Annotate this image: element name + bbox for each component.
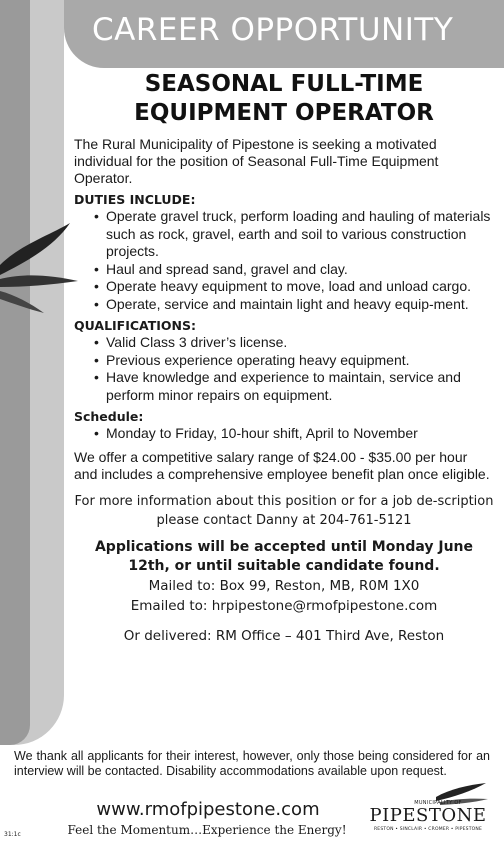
job-title-line-2: EQUIPMENT OPERATOR [134,100,434,126]
list-item: • Previous experience operating heavy equipment. [94,352,494,370]
logo-name: PIPESTONE [369,805,487,826]
logo-subtext: RESTON • SINCLAIR • CROMER • PIPESTONE [373,827,483,832]
main-content [74,70,494,646]
list-item: • Operate heavy equipment to move, load and unload cargo. [94,278,494,296]
office-address: Or delivered: RM Office – 401 Third Ave, Reston [123,627,445,644]
logo-pre-text: MUNICIPALITY OF [414,800,462,806]
duties-heading: DUTIES INCLUDE: [74,192,196,207]
mailing-address: Mailed to: Box 99, Reston, MB, R0M 1X0 [148,577,420,594]
website-link[interactable]: www.rmofpipestone.com [96,799,320,820]
list-item: • Have knowledge and experience to maintain, service and perform minor repairs on equipment. [94,369,494,404]
pipestone-logo [360,781,496,841]
list-item: • Monday to Friday, 10-hour shift, April to November [94,425,494,443]
more-info-text: For more information about this position or for a job de-scription please contact Danny at 204-761-5121 [74,493,494,528]
swoosh-graphic [0,215,80,315]
duties-list [94,208,494,313]
thank-you-note: We thank all applicants for their interest, however, only those being considered for an interview will be contacted. Disability accommodations available upon request. [14,749,490,778]
list-item: • Operate gravel truck, perform loading and hauling of materials such as rock, gravel, earth and soil to various construction projects. [94,208,494,261]
salary-offer: We offer a competitive salary range of $24.00 - $35.00 per hour and includes a comprehensive employee benefit plan once eligible. [74,448,490,482]
intro-paragraph: The Rural Municipality of Pipestone is seeking a motivated individual for the position of Seasonal Full-Time Equipment Operator. [74,136,439,186]
tagline: Feel the Momentum…Experience the Energy! [67,823,347,837]
list-item: • Operate, service and maintain light and heavy equip-ment. [94,296,494,314]
job-title [74,70,494,128]
schedule-list [94,425,494,443]
list-item: • Haul and spread sand, gravel and clay. [94,261,494,279]
job-title-line-1: SEASONAL FULL-TIME [144,71,424,97]
schedule-heading: Schedule: [74,409,144,424]
list-item: • Valid Class 3 driver’s license. [94,334,494,352]
side-band-dark-decoration [0,0,30,745]
qualifications-list [94,334,494,404]
ad-code: 31:1c [4,831,21,838]
header-title: CAREER OPPORTUNITY [92,12,454,48]
application-deadline: Applications will be accepted until Monday June 12th, or until suitable candidate found. [94,538,474,574]
email-address[interactable]: Emailed to: hrpipestone@rmofpipestone.com [130,597,438,614]
qualifications-heading: QUALIFICATIONS: [74,318,197,333]
